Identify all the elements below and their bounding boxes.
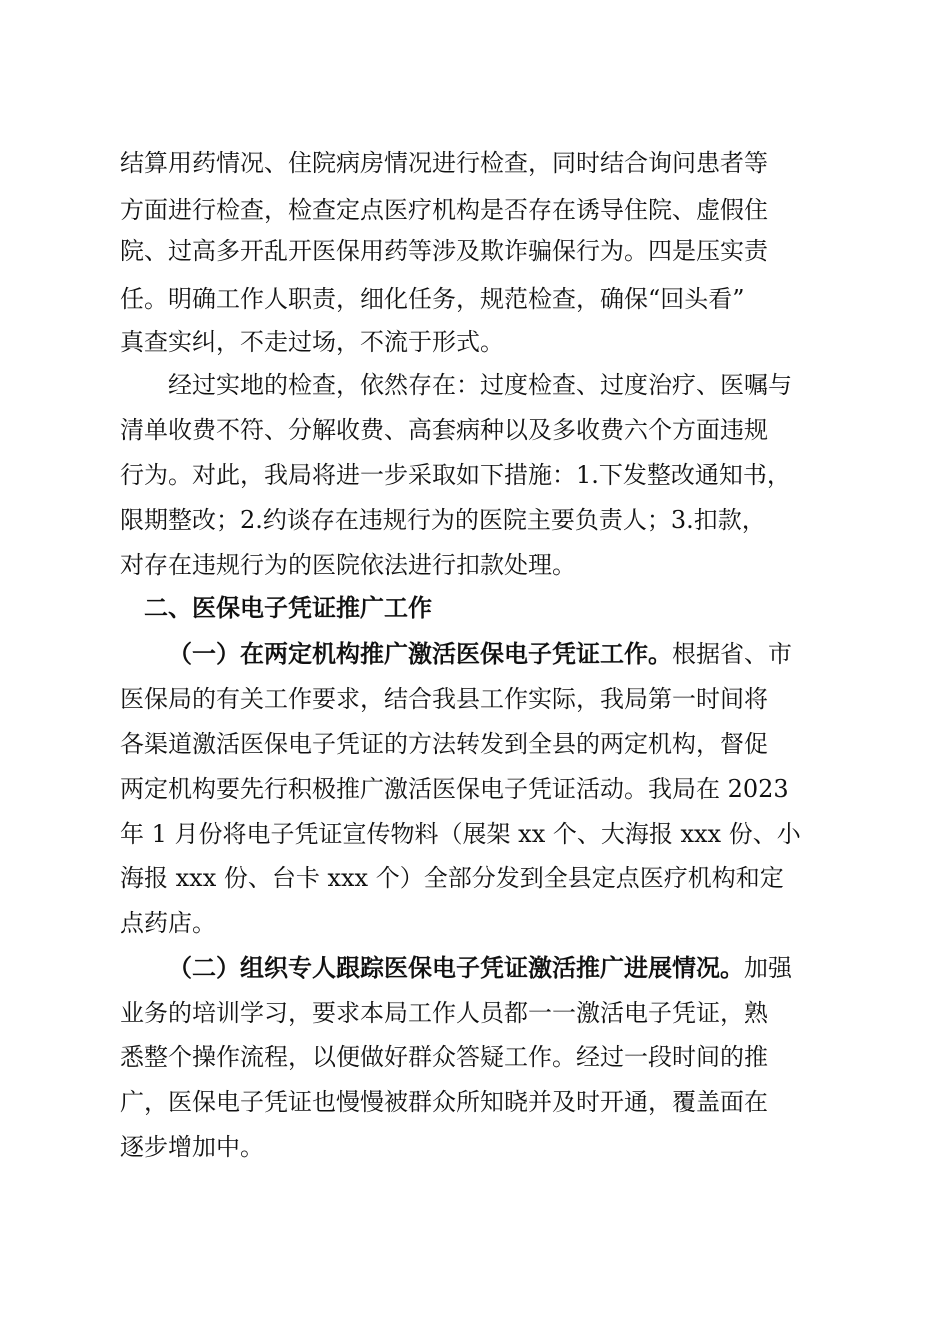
subsection-lead-rest: 根据省、市 bbox=[672, 640, 792, 668]
subsection-first-line bbox=[168, 638, 792, 670]
paragraph-line: 逐步增加中。 bbox=[120, 1133, 264, 1161]
subsection-lead-rest: 加强 bbox=[744, 954, 792, 982]
paragraph-line: 各渠道激活医保电子凭证的方法转发到全县的两定机构，督促 bbox=[120, 730, 768, 758]
paragraph-line: 广，医保电子凭证也慢慢被群众所知晓并及时开通，覆盖面在 bbox=[120, 1088, 768, 1116]
paragraph-line: 点药店。 bbox=[120, 909, 216, 937]
paragraph-line: 悉整个操作流程，以便做好群众答疑工作。经过一段时间的推 bbox=[120, 1043, 768, 1071]
subsection-lead: （一）在两定机构推广激活医保电子凭证工作。 bbox=[168, 639, 672, 668]
paragraph-line: 院、过高多开乱开医保用药等涉及欺诈骗保行为。四是压实责 bbox=[120, 237, 768, 265]
section-heading: 二、医保电子凭证推广工作 bbox=[144, 593, 432, 622]
paragraph-line: 行为。对此，我局将进一步采取如下措施：1.下发整改通知书， bbox=[120, 461, 791, 489]
subsection-first-line bbox=[168, 952, 792, 984]
paragraph-line: 对存在违规行为的医院依法进行扣款处理。 bbox=[120, 551, 576, 579]
paragraph-line: 海报 xxx 份、台卡 xxx 个）全部分发到全县定点医疗机构和定 bbox=[120, 864, 784, 892]
paragraph-line: 真查实纠，不走过场，不流于形式。 bbox=[120, 328, 504, 356]
paragraph-line: 经过实地的检查，依然存在：过度检查、过度治疗、医嘱与 bbox=[168, 371, 792, 399]
paragraph-line: 方面进行检查，检查定点医疗机构是否存在诱导住院、虚假住 bbox=[120, 196, 768, 224]
subsection-lead: （二）组织专人跟踪医保电子凭证激活推广进展情况。 bbox=[168, 953, 744, 982]
paragraph-line: 任。明确工作人职责，细化任务，规范检查，确保“回头看” bbox=[120, 285, 745, 313]
paragraph-line: 限期整改；2.约谈存在违规行为的医院主要负责人；3.扣款， bbox=[120, 506, 766, 534]
paragraph-line: 两定机构要先行积极推广激活医保电子凭证活动。我局在 2023 bbox=[120, 775, 789, 803]
paragraph-line: 年 1 月份将电子凭证宣传物料（展架 xx 个、大海报 xxx 份、小 bbox=[120, 820, 801, 848]
paragraph-line: 结算用药情况、住院病房情况进行检查，同时结合询问患者等 bbox=[120, 149, 768, 177]
paragraph-line: 医保局的有关工作要求，结合我县工作实际，我局第一时间将 bbox=[120, 685, 768, 713]
paragraph-line: 清单收费不符、分解收费、高套病种以及多收费六个方面违规 bbox=[120, 416, 768, 444]
paragraph-line: 业务的培训学习，要求本局工作人员都一一激活电子凭证，熟 bbox=[120, 999, 768, 1027]
